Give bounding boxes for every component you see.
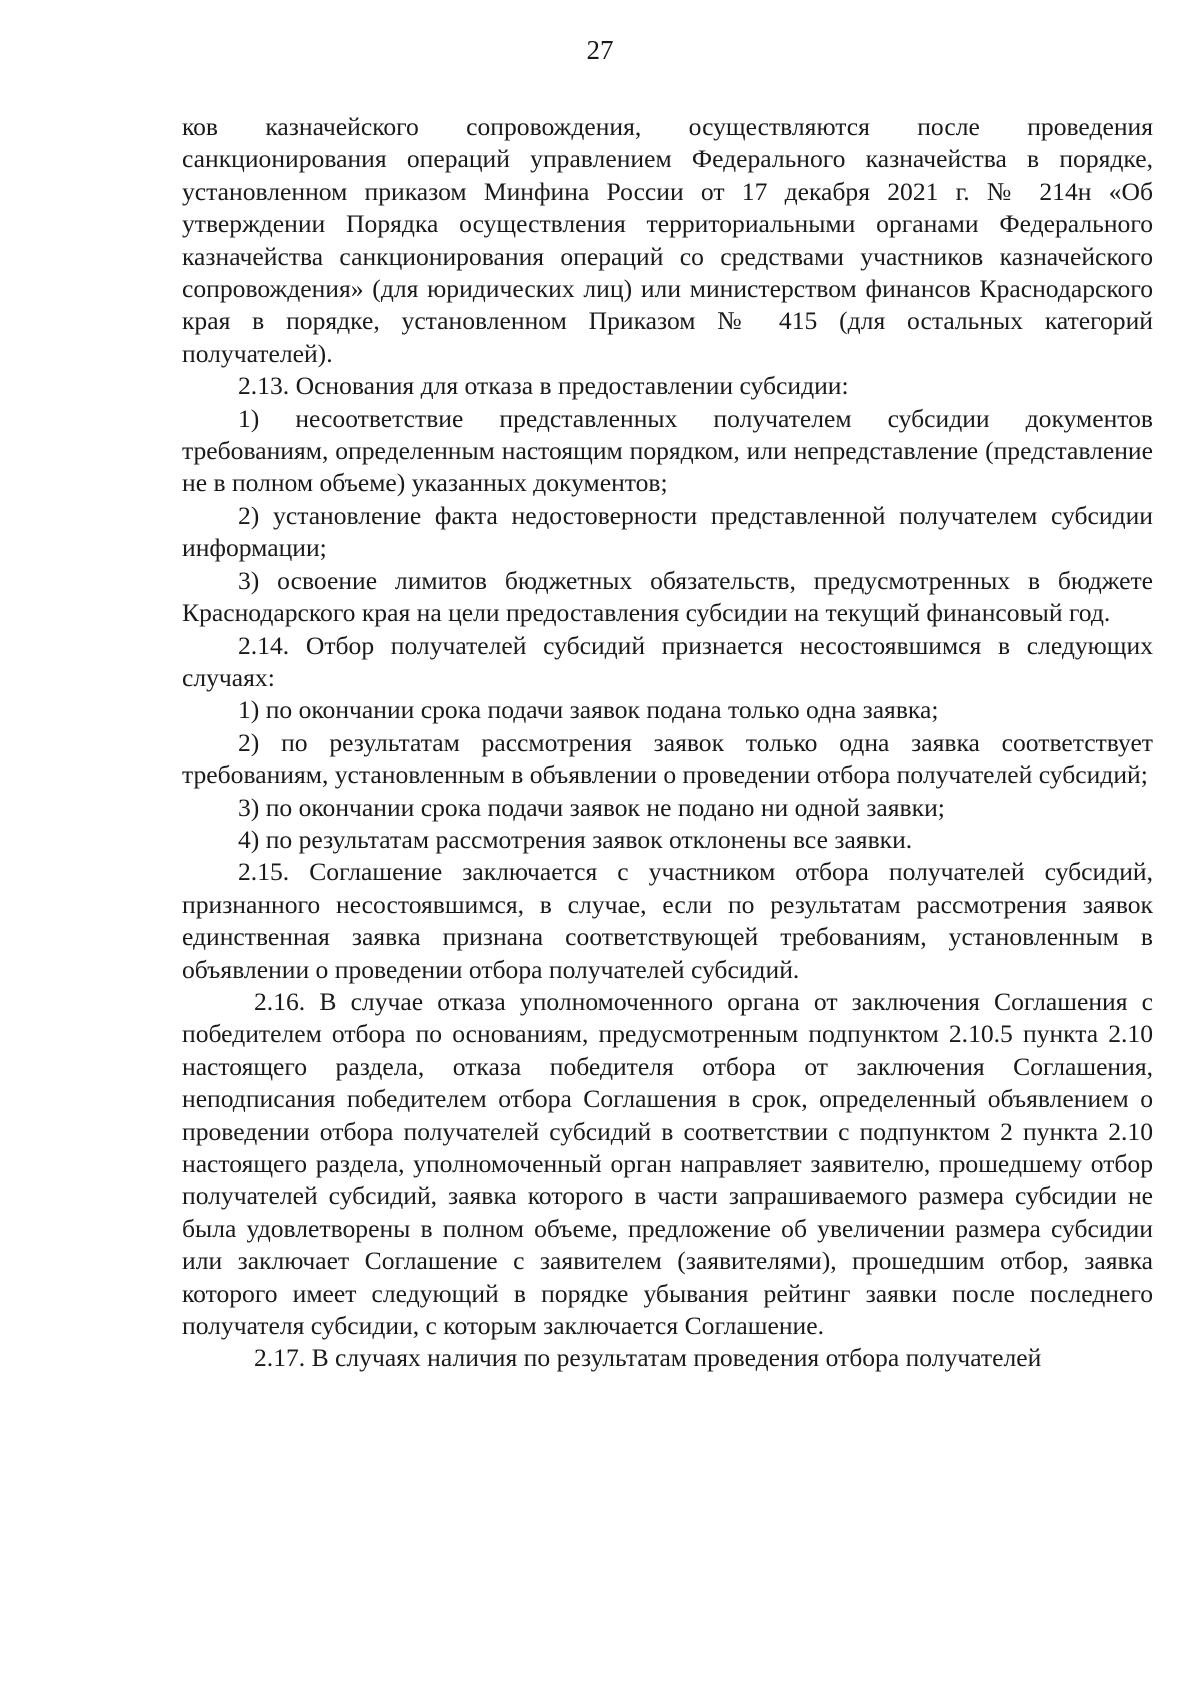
list-item-2-13-2: 2) установление факта недостоверности представленной получателем субсидии информации; (182, 500, 1153, 563)
paragraph-2-15: 2.15. Соглашение заключается с участником отбора получателей субсидий, признанного несостоявшимся, в случае, если по результатам рассмотрения заявок единственная заявка признана соответствующей требованиям, установленным в объявлении о проведении отбора получателей субсидий. (182, 857, 1153, 984)
list-item-2-14-4: 4) по результатам рассмотрения заявок отклонены все заявки. (238, 824, 913, 854)
paragraph-2-17: 2.17. В случаях наличия по результатам проведения отбора получателей (254, 1343, 1042, 1373)
list-item-2-13-3: 3) освоение лимитов бюджетных обязательств, предусмотренных в бюджете Краснодарского края на цели предоставления субсидии на текущий финансовый год. (182, 565, 1153, 628)
list-item-2-14-2: 2) по результатам рассмотрения заявок только одна заявка соответствует требованиям, установленным в объявлении о проведении отбора получателей субсидий; (182, 727, 1153, 790)
list-item-2-14-3: 3) по окончании срока подачи заявок не подано ни одной заявки; (238, 792, 945, 822)
list-item-2-13-1: 1) несоответствие представленных получателем субсидии документов требованиям, определенным настоящим порядком, или непредставление (представление не в полном объеме) указанных документов; (182, 403, 1153, 498)
list-item-2-14-1: 1) по окончании срока подачи заявок подана только одна заявка; (238, 695, 939, 725)
page-number: 27 (586, 35, 614, 65)
document-body (182, 111, 1153, 1375)
paragraph-2-16: 2.16. В случае отказа уполномоченного органа от заключения Соглашения с победителем отбора по основаниям, предусмотренным подпунктом 2.10.5 пункта 2.10 настоящего раздела, отказа победителя отбора от заключения Соглашения, неподписания победителем отбора Соглашения в срок, определенный объявлением о проведении отбора получателей субсидий в соответствии с подпунктом 2 пункта 2.10 настоящего раздела, уполномоченный орган направляет заявителю, прошедшему отбор получателей субсидий, заявка которого в части запрашиваемого размера субсидии не была удовлетворены в полном объеме, предложение об увеличении размера субсидии или заключает Соглашение с заявителем (заявителями), прошедшим отбор, заявка которого имеет следующий в порядке убывания рейтинг заявки после последнего получателя субсидии, с которым заключается Соглашение. (182, 986, 1153, 1341)
paragraph-2-14: 2.14. Отбор получателей субсидий признается несостоявшимся в следующих случаях: (182, 630, 1153, 692)
paragraph-2-13: 2.13. Основания для отказа в предоставлении субсидии: (238, 371, 849, 401)
paragraph-continuation: ков казначейского сопровождения, осуществляются после проведения санкционирования операций управлением Федерального казначейства в порядке, установленном приказом Минфина России от 17 декабря 2021 г. № 214н «Об утверждении Порядка осуществления территориальными органами Федерального казначейства санкционирования операций со средствами участников казначейского сопровождения» (для юридических лиц) или министерством финансов Краснодарского края в порядке, установленном Приказом № 415 (для остальных категорий получателей). (182, 112, 1153, 368)
